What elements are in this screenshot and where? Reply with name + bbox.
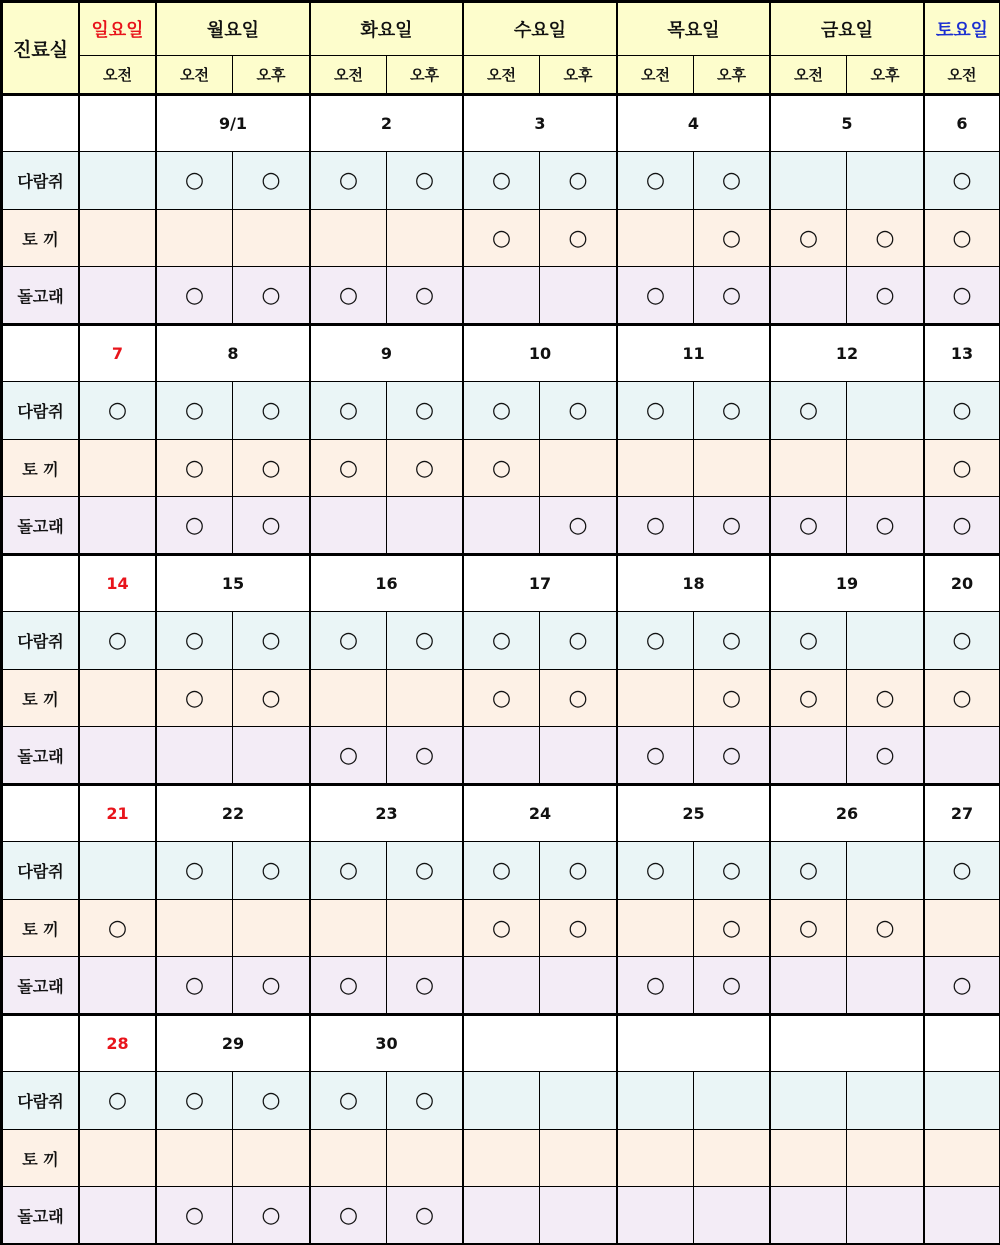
- availability-empty: [771, 440, 846, 496]
- date-cell: 19: [771, 556, 923, 611]
- date-cell: 10: [464, 326, 616, 381]
- availability-mark: ○: [80, 382, 155, 439]
- availability-mark: ○: [311, 727, 386, 783]
- availability-mark: ○: [464, 210, 539, 266]
- date-cell: 29: [157, 1016, 309, 1071]
- availability-empty: [540, 440, 616, 496]
- availability-mark: ○: [311, 152, 386, 209]
- availability-mark: ○: [157, 1187, 232, 1243]
- availability-mark: ○: [387, 727, 462, 783]
- availability-empty: [464, 267, 539, 323]
- availability-mark: ○: [694, 497, 769, 553]
- availability-mark: ○: [771, 670, 846, 726]
- availability-mark: ○: [694, 210, 769, 266]
- availability-mark: ○: [847, 267, 923, 323]
- availability-empty: [80, 957, 155, 1013]
- date-cell: 22: [157, 786, 309, 841]
- availability-mark: ○: [233, 1187, 309, 1243]
- date-cell: 5: [771, 96, 923, 151]
- date-cell: 25: [618, 786, 769, 841]
- availability-mark: ○: [233, 842, 309, 899]
- availability-empty: [618, 900, 693, 956]
- availability-empty: [80, 152, 155, 209]
- availability-mark: ○: [540, 210, 616, 266]
- availability-mark: ○: [618, 497, 693, 553]
- availability-empty: [311, 670, 386, 726]
- availability-mark: ○: [847, 497, 923, 553]
- availability-empty: [618, 210, 693, 266]
- date-cell: 7: [80, 326, 155, 381]
- availability-mark: ○: [618, 842, 693, 899]
- availability-empty: [694, 1072, 769, 1129]
- availability-mark: ○: [694, 612, 769, 669]
- availability-empty: [464, 1130, 539, 1186]
- availability-mark: ○: [311, 1072, 386, 1129]
- date-cell: 11: [618, 326, 769, 381]
- availability-mark: ○: [157, 152, 232, 209]
- availability-empty: [694, 1130, 769, 1186]
- availability-mark: ○: [464, 842, 539, 899]
- availability-empty: [847, 1187, 923, 1243]
- date-cell: 9/1: [157, 96, 309, 151]
- availability-mark: ○: [157, 670, 232, 726]
- room-label: 다람쥐: [3, 612, 78, 669]
- date-cell: 15: [157, 556, 309, 611]
- availability-empty: [847, 440, 923, 496]
- date-cell: [464, 1016, 616, 1071]
- availability-empty: [464, 957, 539, 1013]
- availability-mark: ○: [387, 382, 462, 439]
- availability-mark: ○: [233, 670, 309, 726]
- availability-empty: [618, 1072, 693, 1129]
- availability-mark: ○: [464, 440, 539, 496]
- date-cell: 28: [80, 1016, 155, 1071]
- availability-mark: ○: [618, 267, 693, 323]
- time-slot-header: 오전: [157, 56, 232, 93]
- availability-empty: [540, 267, 616, 323]
- availability-mark: ○: [618, 382, 693, 439]
- availability-mark: ○: [847, 900, 923, 956]
- room-label: 돌고래: [3, 727, 78, 783]
- availability-empty: [80, 497, 155, 553]
- date-cell: [771, 1016, 923, 1071]
- availability-mark: ○: [618, 957, 693, 1013]
- time-slot-header: 오전: [925, 56, 999, 93]
- date-cell: 18: [618, 556, 769, 611]
- date-cell: 3: [464, 96, 616, 151]
- availability-empty: [540, 1072, 616, 1129]
- availability-mark: ○: [311, 842, 386, 899]
- availability-mark: ○: [464, 612, 539, 669]
- availability-empty: [80, 440, 155, 496]
- availability-empty: [847, 1072, 923, 1129]
- availability-mark: ○: [925, 957, 999, 1013]
- availability-empty: [847, 612, 923, 669]
- availability-mark: ○: [157, 842, 232, 899]
- date-cell: 8: [157, 326, 309, 381]
- availability-mark: ○: [847, 210, 923, 266]
- availability-empty: [80, 267, 155, 323]
- availability-empty: [540, 1130, 616, 1186]
- availability-mark: ○: [387, 1072, 462, 1129]
- date-cell: [80, 96, 155, 151]
- availability-mark: ○: [694, 152, 769, 209]
- date-cell: 23: [311, 786, 462, 841]
- date-cell: 21: [80, 786, 155, 841]
- availability-mark: ○: [157, 497, 232, 553]
- date-row-room-blank: [3, 556, 78, 611]
- availability-mark: ○: [694, 727, 769, 783]
- availability-empty: [925, 1187, 999, 1243]
- availability-empty: [157, 210, 232, 266]
- date-row-room-blank: [3, 1016, 78, 1071]
- availability-empty: [387, 670, 462, 726]
- availability-mark: ○: [694, 957, 769, 1013]
- availability-empty: [387, 497, 462, 553]
- availability-empty: [618, 670, 693, 726]
- availability-mark: ○: [771, 900, 846, 956]
- time-slot-header: 오후: [847, 56, 923, 93]
- availability-mark: ○: [925, 842, 999, 899]
- date-cell: 2: [311, 96, 462, 151]
- availability-mark: ○: [233, 497, 309, 553]
- availability-mark: ○: [157, 267, 232, 323]
- availability-mark: ○: [694, 900, 769, 956]
- time-slot-header: 오전: [618, 56, 693, 93]
- availability-mark: ○: [157, 612, 232, 669]
- availability-mark: ○: [464, 900, 539, 956]
- availability-mark: ○: [694, 670, 769, 726]
- room-label: 토 끼: [3, 900, 78, 956]
- availability-mark: ○: [233, 267, 309, 323]
- availability-empty: [847, 957, 923, 1013]
- availability-mark: ○: [694, 842, 769, 899]
- availability-mark: ○: [157, 957, 232, 1013]
- availability-mark: ○: [311, 612, 386, 669]
- availability-empty: [847, 1130, 923, 1186]
- availability-empty: [464, 1187, 539, 1243]
- availability-empty: [771, 1187, 846, 1243]
- room-label: 다람쥐: [3, 382, 78, 439]
- availability-mark: ○: [311, 267, 386, 323]
- availability-mark: ○: [771, 612, 846, 669]
- time-slot-header: 오전: [464, 56, 539, 93]
- availability-mark: ○: [925, 497, 999, 553]
- room-label: 돌고래: [3, 957, 78, 1013]
- availability-empty: [464, 497, 539, 553]
- availability-empty: [540, 1187, 616, 1243]
- availability-mark: ○: [925, 612, 999, 669]
- room-header: 진료실: [3, 3, 78, 93]
- availability-empty: [694, 1187, 769, 1243]
- availability-mark: ○: [311, 957, 386, 1013]
- availability-mark: ○: [925, 267, 999, 323]
- availability-mark: ○: [233, 382, 309, 439]
- availability-mark: ○: [387, 152, 462, 209]
- availability-mark: ○: [771, 497, 846, 553]
- availability-mark: ○: [387, 957, 462, 1013]
- availability-mark: ○: [233, 440, 309, 496]
- availability-mark: ○: [157, 440, 232, 496]
- room-label: 돌고래: [3, 1187, 78, 1243]
- room-label: 토 끼: [3, 210, 78, 266]
- room-label: 다람쥐: [3, 152, 78, 209]
- availability-mark: ○: [157, 382, 232, 439]
- availability-empty: [540, 957, 616, 1013]
- availability-mark: ○: [771, 210, 846, 266]
- availability-empty: [233, 210, 309, 266]
- availability-empty: [80, 1187, 155, 1243]
- availability-mark: ○: [387, 440, 462, 496]
- availability-mark: ○: [387, 842, 462, 899]
- availability-mark: ○: [925, 382, 999, 439]
- availability-mark: ○: [311, 1187, 386, 1243]
- availability-mark: ○: [925, 210, 999, 266]
- room-label: 돌고래: [3, 267, 78, 323]
- availability-empty: [80, 1130, 155, 1186]
- availability-mark: ○: [540, 497, 616, 553]
- availability-mark: ○: [540, 900, 616, 956]
- availability-empty: [618, 440, 693, 496]
- date-cell: 16: [311, 556, 462, 611]
- day-header: 일요일: [80, 3, 155, 55]
- room-label: 다람쥐: [3, 1072, 78, 1129]
- availability-empty: [80, 670, 155, 726]
- date-cell: 30: [311, 1016, 462, 1071]
- room-label: 다람쥐: [3, 842, 78, 899]
- date-cell: 24: [464, 786, 616, 841]
- availability-empty: [618, 1187, 693, 1243]
- availability-empty: [80, 842, 155, 899]
- availability-mark: ○: [311, 382, 386, 439]
- availability-mark: ○: [925, 670, 999, 726]
- availability-empty: [387, 900, 462, 956]
- date-cell: 6: [925, 96, 999, 151]
- availability-empty: [157, 1130, 232, 1186]
- availability-empty: [771, 1072, 846, 1129]
- availability-empty: [311, 210, 386, 266]
- availability-empty: [771, 727, 846, 783]
- availability-empty: [233, 1130, 309, 1186]
- day-header: 토요일: [925, 3, 999, 55]
- availability-empty: [157, 900, 232, 956]
- availability-empty: [311, 1130, 386, 1186]
- availability-mark: ○: [925, 152, 999, 209]
- room-label: 토 끼: [3, 440, 78, 496]
- availability-mark: ○: [233, 152, 309, 209]
- date-cell: 9: [311, 326, 462, 381]
- availability-empty: [925, 1072, 999, 1129]
- availability-mark: ○: [694, 382, 769, 439]
- availability-mark: ○: [771, 842, 846, 899]
- availability-empty: [80, 210, 155, 266]
- availability-empty: [311, 497, 386, 553]
- availability-mark: ○: [540, 152, 616, 209]
- availability-empty: [771, 957, 846, 1013]
- availability-empty: [925, 727, 999, 783]
- date-cell: 14: [80, 556, 155, 611]
- room-label: 토 끼: [3, 1130, 78, 1186]
- time-slot-header: 오전: [771, 56, 846, 93]
- date-cell: 17: [464, 556, 616, 611]
- availability-mark: ○: [233, 1072, 309, 1129]
- date-cell: 4: [618, 96, 769, 151]
- availability-mark: ○: [925, 440, 999, 496]
- date-row-room-blank: [3, 326, 78, 381]
- availability-mark: ○: [694, 267, 769, 323]
- date-cell: [618, 1016, 769, 1071]
- availability-mark: ○: [540, 382, 616, 439]
- date-cell: 12: [771, 326, 923, 381]
- availability-mark: ○: [80, 900, 155, 956]
- availability-empty: [233, 900, 309, 956]
- availability-empty: [387, 1130, 462, 1186]
- availability-empty: [694, 440, 769, 496]
- day-header: 금요일: [771, 3, 923, 55]
- availability-empty: [771, 267, 846, 323]
- availability-empty: [847, 842, 923, 899]
- availability-mark: ○: [540, 842, 616, 899]
- room-label: 토 끼: [3, 670, 78, 726]
- time-slot-header: 오전: [311, 56, 386, 93]
- availability-empty: [464, 1072, 539, 1129]
- availability-empty: [157, 727, 232, 783]
- time-slot-header: 오전: [80, 56, 155, 93]
- availability-empty: [387, 210, 462, 266]
- time-slot-header: 오후: [540, 56, 616, 93]
- availability-mark: ○: [618, 152, 693, 209]
- availability-mark: ○: [847, 670, 923, 726]
- date-cell: [925, 1016, 999, 1071]
- availability-mark: ○: [157, 1072, 232, 1129]
- time-slot-header: 오후: [233, 56, 309, 93]
- availability-mark: ○: [618, 612, 693, 669]
- time-slot-header: 오후: [387, 56, 462, 93]
- availability-mark: ○: [540, 612, 616, 669]
- availability-mark: ○: [618, 727, 693, 783]
- availability-mark: ○: [387, 612, 462, 669]
- availability-mark: ○: [771, 382, 846, 439]
- availability-empty: [771, 1130, 846, 1186]
- availability-empty: [464, 727, 539, 783]
- availability-empty: [771, 152, 846, 209]
- availability-mark: ○: [387, 267, 462, 323]
- availability-mark: ○: [233, 957, 309, 1013]
- time-slot-header: 오후: [694, 56, 769, 93]
- availability-mark: ○: [80, 1072, 155, 1129]
- date-cell: 27: [925, 786, 999, 841]
- room-label: 돌고래: [3, 497, 78, 553]
- day-header: 월요일: [157, 3, 309, 55]
- availability-empty: [311, 900, 386, 956]
- day-header: 화요일: [311, 3, 462, 55]
- availability-empty: [618, 1130, 693, 1186]
- date-cell: 20: [925, 556, 999, 611]
- availability-mark: ○: [80, 612, 155, 669]
- availability-empty: [847, 382, 923, 439]
- availability-empty: [925, 900, 999, 956]
- availability-empty: [847, 152, 923, 209]
- availability-mark: ○: [233, 612, 309, 669]
- day-header: 목요일: [618, 3, 769, 55]
- availability-empty: [233, 727, 309, 783]
- availability-mark: ○: [464, 152, 539, 209]
- availability-mark: ○: [464, 670, 539, 726]
- availability-mark: ○: [387, 1187, 462, 1243]
- day-header: 수요일: [464, 3, 616, 55]
- availability-empty: [540, 727, 616, 783]
- availability-empty: [925, 1130, 999, 1186]
- date-cell: 26: [771, 786, 923, 841]
- availability-mark: ○: [464, 382, 539, 439]
- availability-empty: [80, 727, 155, 783]
- date-cell: 13: [925, 326, 999, 381]
- availability-mark: ○: [311, 440, 386, 496]
- availability-mark: ○: [540, 670, 616, 726]
- date-row-room-blank: [3, 786, 78, 841]
- availability-mark: ○: [847, 727, 923, 783]
- date-row-room-blank: [3, 96, 78, 151]
